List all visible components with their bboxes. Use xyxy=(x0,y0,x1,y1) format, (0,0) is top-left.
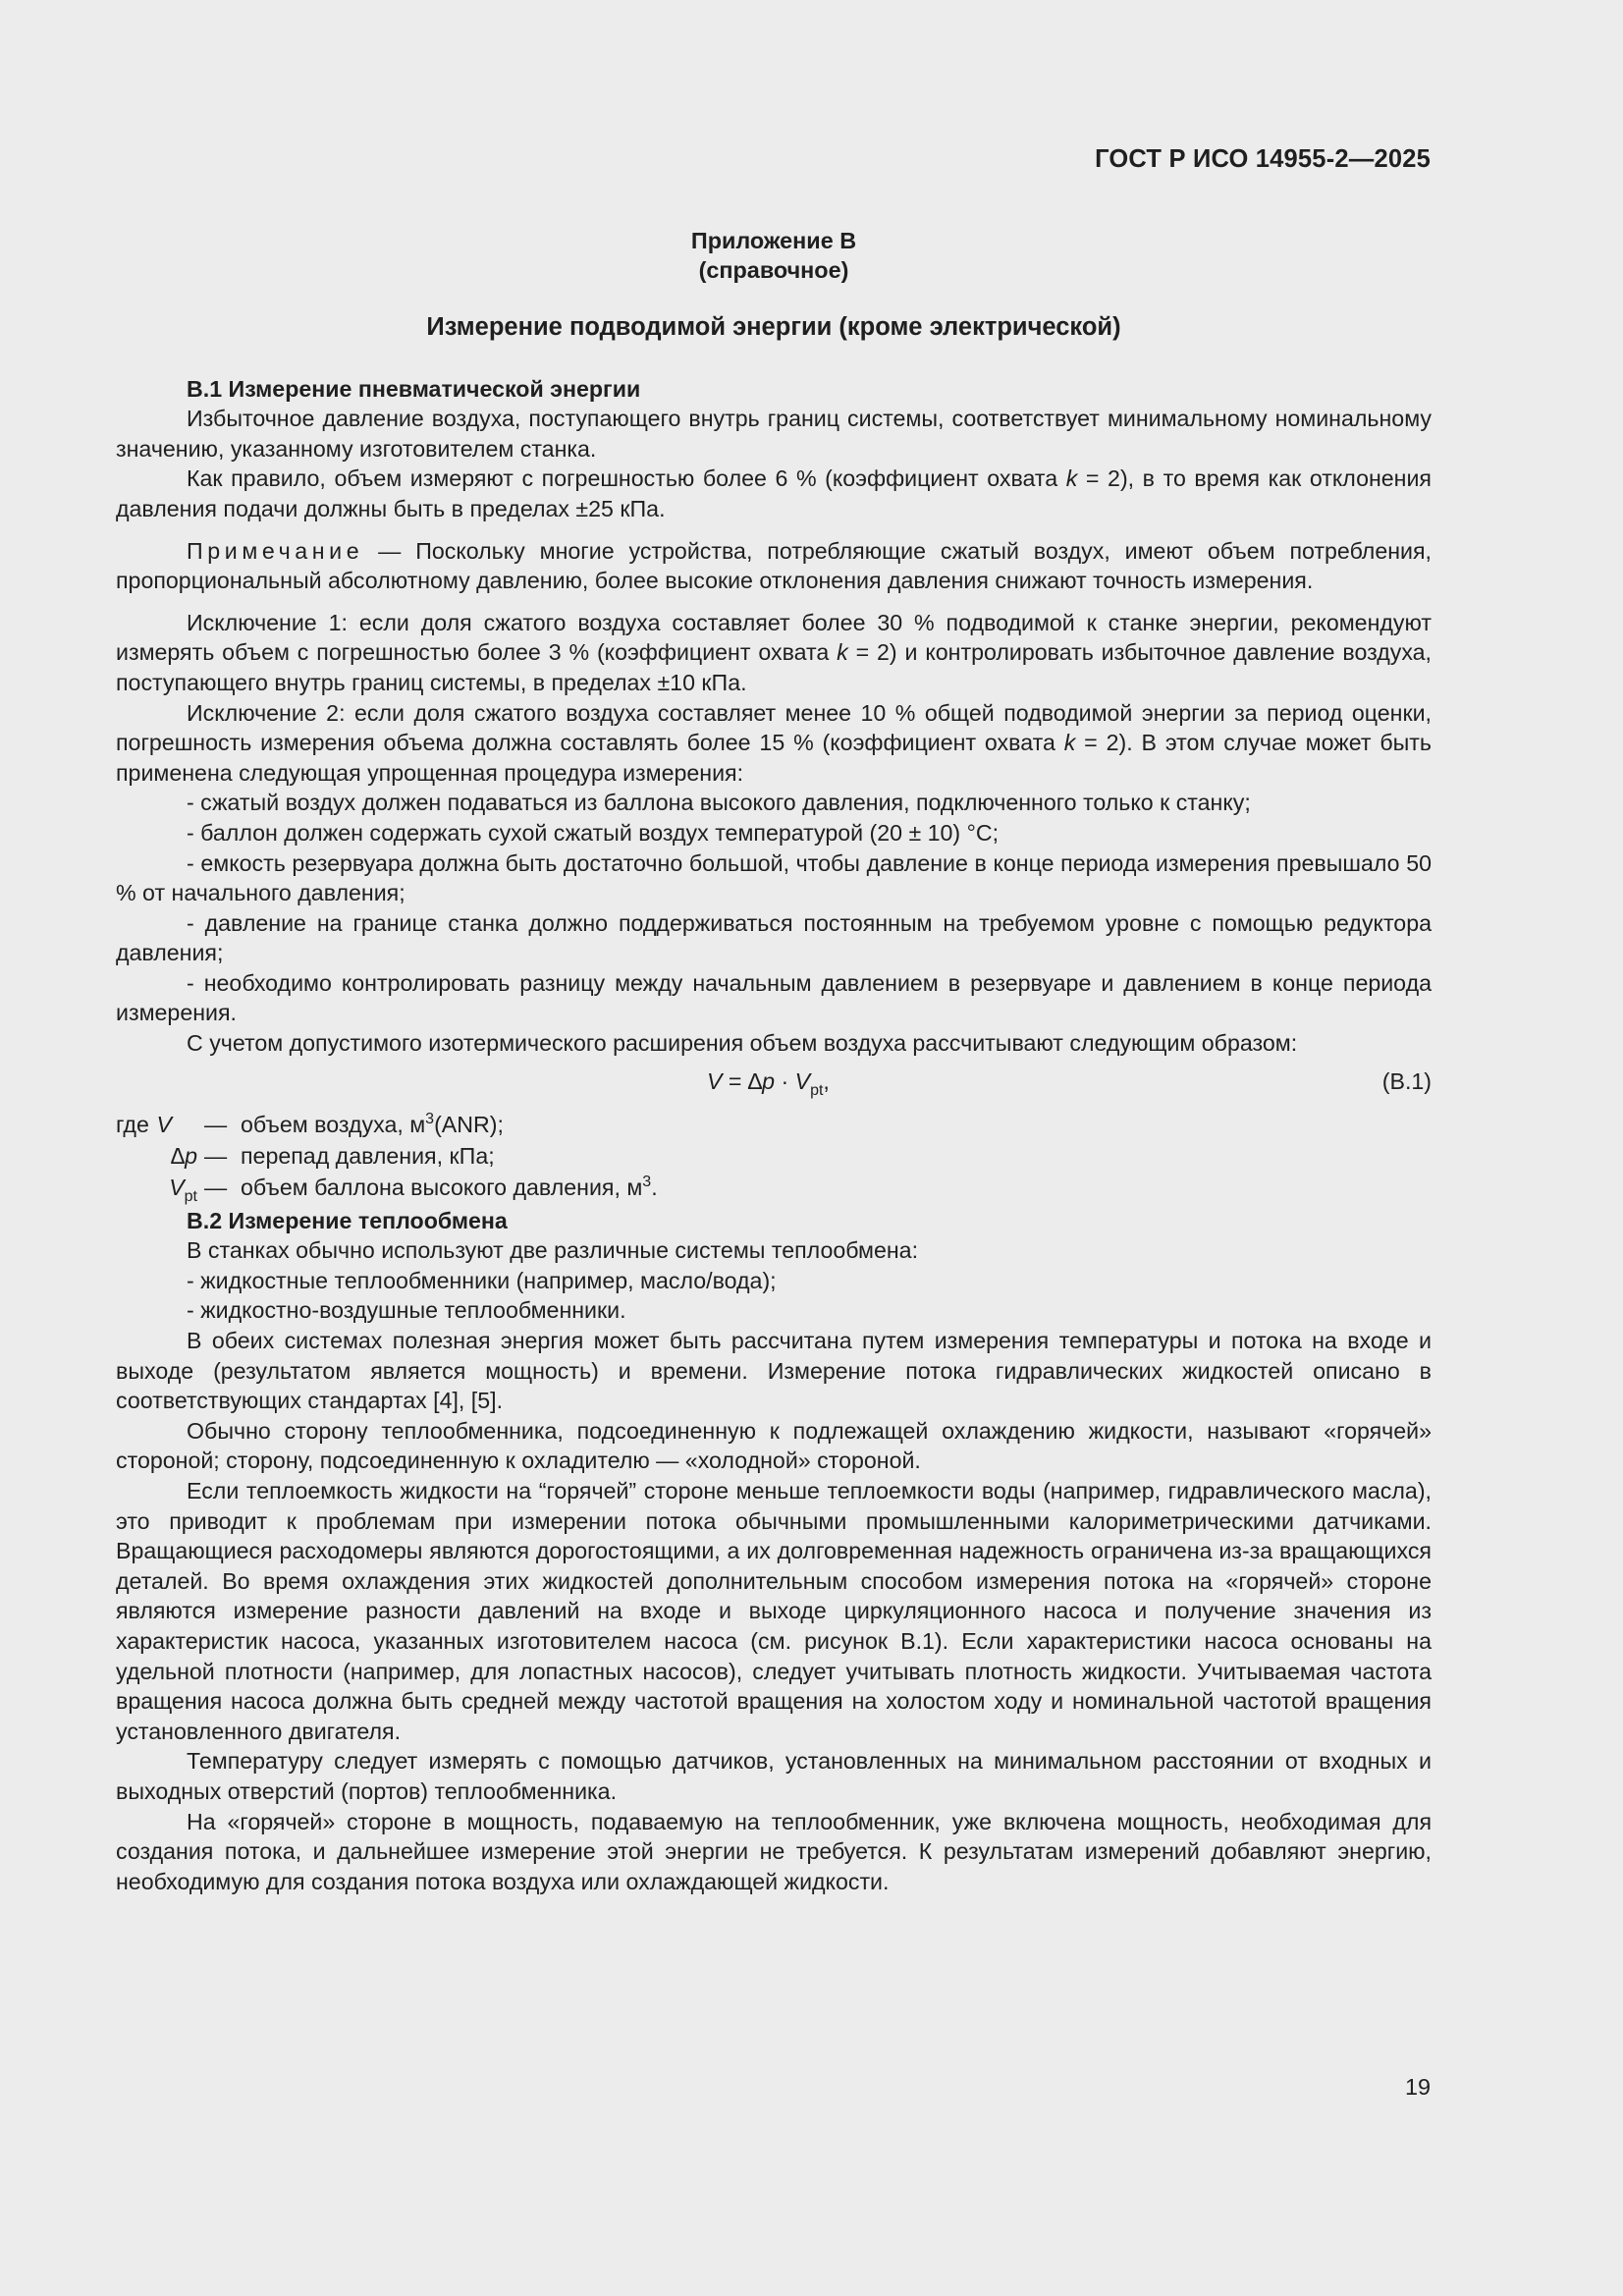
coverage-factor-symbol: k xyxy=(837,639,848,666)
note-text: — Поскольку многие устройства, потребляющие сжатый воздух, имеют объем потребления, пропорциональный абсолютному давлению, более высокие отклонения давления снижают точность измерения. xyxy=(116,537,1432,594)
text-run: = 2). В этом случае может быть применена следующая упрощенная процедура измерения: xyxy=(116,730,1432,786)
paragraph: Обычно сторону теплообменника, подсоединенную к подлежащей охлаждению жидкости, называют «горячей» стороной; сторону, подсоединенную к охладителю — «холодной» стороной. xyxy=(116,1417,1432,1474)
symbol-text: V xyxy=(156,1111,172,1137)
formula-b1 xyxy=(116,1063,1432,1104)
legend-symbol xyxy=(116,1141,197,1172)
description-tail: . xyxy=(651,1174,658,1200)
formula-subscript: pt xyxy=(810,1081,824,1099)
symbol-text: V xyxy=(169,1174,185,1200)
formula-symbol: p xyxy=(762,1067,775,1094)
list-item: - жидкостно-воздушные теплообменники. xyxy=(187,1297,626,1324)
page-content xyxy=(116,226,1432,1896)
description-tail: (ANR); xyxy=(434,1111,504,1137)
superscript: 3 xyxy=(642,1173,652,1190)
text-run: Как правило, объем измеряют с погрешностью более 6 % (коэффициент охвата xyxy=(187,465,1066,492)
legend-dash: — xyxy=(204,1142,228,1169)
legend-dash: — xyxy=(204,1111,228,1137)
formula-punctuation: , xyxy=(823,1067,830,1094)
coverage-factor-symbol: k xyxy=(1063,730,1076,756)
text-run: Исключение 1: если доля сжатого воздуха составляет более 30 % подводимой к станке энергии, рекомендуют измерять объем с погрешностью более 3 % (коэффициент охвата xyxy=(116,609,1432,666)
formula-operator: = ∆ xyxy=(722,1067,763,1094)
legend-description xyxy=(241,1173,658,1203)
formula-symbol: V xyxy=(707,1067,723,1094)
paragraph: С учетом допустимого изотермического расширения объем воздуха рассчитывают следующим образом: xyxy=(187,1030,1298,1057)
legend-description xyxy=(241,1110,504,1140)
legend-description: перепад давления, кПа; xyxy=(241,1142,495,1169)
section-heading-b1: В.1 Измерение пневматической энергии xyxy=(187,375,641,402)
list-item: - давление на границе станка должно поддерживаться постоянным на требуемом уровне с помощью редуктора давления; xyxy=(116,909,1432,966)
text-run: = 2) и контролировать избыточное давление воздуха, поступающего внутрь границ системы, в пределах ±10 кПа. xyxy=(116,639,1432,695)
superscript: 3 xyxy=(425,1110,435,1127)
paragraph: В станках обычно используют две различные системы теплообмена: xyxy=(187,1237,919,1264)
paragraph xyxy=(116,698,1432,789)
formula-symbol: V xyxy=(794,1067,811,1094)
list-item: - сжатый воздух должен подаваться из баллона высокого давления, подключенного только к станку; xyxy=(187,790,1251,816)
coverage-factor-symbol: k xyxy=(1065,465,1078,492)
description-text: объем воздуха, м xyxy=(241,1111,426,1137)
legend-symbol xyxy=(116,1173,197,1203)
paragraph xyxy=(116,608,1432,698)
legend-symbol xyxy=(116,1110,172,1140)
where-word: где xyxy=(116,1111,149,1137)
note xyxy=(116,536,1432,596)
formula-operator: · xyxy=(775,1067,795,1094)
paragraph: На «горячей» стороне в мощность, подаваемую на теплообменник, уже включена мощность, необходимая для создания потока, и дальнейшее измерение этой энергии не требуется. К результатам измерений добавляют энергию, необходимую для создания потока воздуха или охлаждающей жидкости. xyxy=(116,1808,1432,1894)
paragraph: Если теплоемкость жидкости на “горячей” стороне меньше теплоемкости воды (например, гидравлического масла), это приводит к проблемам при измерении потока обычными промышленными калориметрическими датчиками. Вращающиеся расходомеры являются дорогостоящими, а их долговременная надежность ограничена из-за вращающихся деталей. Во время охлаждения этих жидкостей дополнительным способом измерения потока на «горячей» стороне являются измерение разности давлений на входе и выходе циркуляционного насоса и получение значения из характеристик насоса, указанных изготовителем насоса (см. рисунок В.1). Если характеристики насоса основаны на удельной плотности (например, для лопастных насосов), следует учитывать плотность жидкости. Учитываемая частота вращения насоса должна быть средней между частотой вращения на холостом ходу и номинальной частотой вращения установленного двигателя. xyxy=(116,1478,1432,1744)
formula-expression xyxy=(707,1066,830,1097)
paragraph: Температуру следует измерять с помощью датчиков, установленных на минимальном расстоянии от входных и выходных отверстий (портов) теплообменника. xyxy=(116,1748,1432,1804)
formula-number: (В.1) xyxy=(1381,1067,1432,1094)
list-item: - жидкостные теплообменники (например, масло/вода); xyxy=(187,1267,777,1293)
list-item: - необходимо контролировать разницу между начальным давлением в резервуаре и давлением в конце периода измерения. xyxy=(116,969,1432,1026)
paragraph xyxy=(116,464,1432,523)
where-legend xyxy=(116,1110,1432,1204)
annex-type: (справочное) xyxy=(698,257,849,283)
text-run: = 2), в то время как отклонения давления подачи должны быть в пределах ±25 кПа. xyxy=(116,465,1432,521)
annex-label: Приложение В xyxy=(690,228,857,253)
list-item: - баллон должен содержать сухой сжатый воздух температурой (20 ± 10) °С; xyxy=(187,819,1000,846)
list-item: - емкость резервуара должна быть достаточно большой, чтобы давление в конце периода измерения превышало 50 % от начального давления; xyxy=(116,849,1432,906)
section-heading-b2: В.2 Измерение теплообмена xyxy=(187,1207,508,1233)
symbol-text: ∆p xyxy=(170,1142,197,1169)
symbol-subscript: pt xyxy=(184,1187,197,1205)
paragraph: Избыточное давление воздуха, поступающего внутрь границ системы, соответствует минимальному номинальному значению, указанному изготовителем станка. xyxy=(116,406,1432,462)
paragraph: В обеих системах полезная энергия может быть рассчитана путем измерения температуры и потока на входе и выходе (результатом является мощность) и времени. Измерение потока гидравлических жидкостей описано в соответствующих стандартах [4], [5]. xyxy=(116,1328,1432,1414)
page-number: 19 xyxy=(1404,2074,1431,2100)
annex-title: Измерение подводимой энергии (кроме электрической) xyxy=(426,313,1121,341)
note-label: Примечание xyxy=(187,537,364,564)
legend-dash: — xyxy=(204,1174,228,1200)
text-run: Исключение 2: если доля сжатого воздуха составляет менее 10 % общей подводимой энергии за период оценки, погрешность измерения объема должна составлять более 15 % (коэффициент охвата xyxy=(116,699,1432,756)
standard-designation: ГОСТ Р ИСО 14955-2—2025 xyxy=(1095,145,1431,173)
description-text: объем баллона высокого давления, м xyxy=(241,1174,643,1200)
